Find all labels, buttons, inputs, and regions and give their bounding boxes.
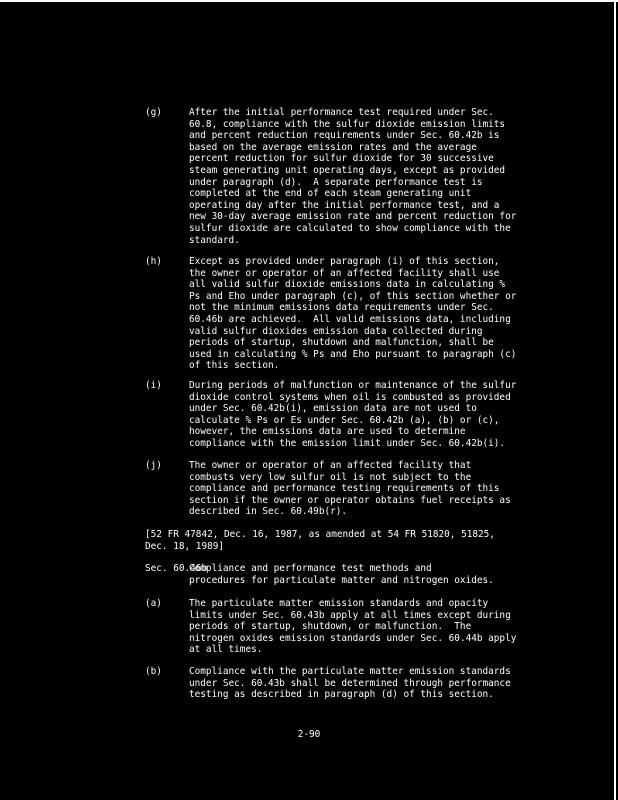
- section-number: Sec. 60.46b: [145, 563, 208, 574]
- subparagraph-b: [145, 666, 565, 701]
- paragraph-text: Compliance with the particulate matter emission standards under Sec. 60.43b shall be determined through performance testing as described in paragraph (d) of this section.: [189, 666, 511, 701]
- paragraph-label: (i): [145, 380, 162, 391]
- paragraph-label: (j): [145, 460, 162, 471]
- scan-edge-top: [0, 0, 618, 2]
- paragraph-text: Except as provided under paragraph (i) of this section, the owner or operator of an affected facility shall use all valid sulfur dioxide emissions data in calculating % Ps and Eho under paragraph (c), of this section whether or not the minimum emissions data requirements under Sec. 60.46b are achieved. All valid emissions data, including valid sulfur dioxides emission data collected during periods of startup, shutdown and malfunction, shall be used in calculating % Ps and Eho pursuant to paragraph (c) of this section.: [189, 256, 517, 372]
- paragraph-j: [145, 460, 565, 518]
- paragraph-label: (h): [145, 256, 162, 267]
- paragraph-text: After the initial performance test required under Sec. 60.8, compliance with the sulfur dioxide emission limits and percent reduction requirements under Sec. 60.42b is based on the average emission rates and the average percent reduction for sulfur dioxide for 30 successive steam generating unit operating days, except as provided under paragraph (d). A separate performance test is completed at the end of each steam generating unit operating day after the initial performance test, and a new 30-day average emission rate and percent reduction for sulfur dioxide are calculated to show compliance with the standard.: [189, 107, 517, 246]
- paragraph-h: [145, 256, 565, 372]
- paragraph-text: During periods of malfunction or maintenance of the sulfur dioxide control systems when oil is combusted as provided under Sec. 60.42b(i), emission data are not used to calculate % Ps or Es under Sec. 60.42b (a), (b) or (c), however, the emissions data are used to determine compliance with the emission limit under Sec. 60.42b(i).: [189, 380, 517, 449]
- paragraph-text: The owner or operator of an affected facility that combusts very low sulfur oil is not subject to the compliance and performance testing requirements of this section if the owner or operator obtains fuel receipts as described in Sec. 60.49b(r).: [189, 460, 511, 518]
- scan-edge-right: [614, 0, 616, 800]
- paragraph-label: (g): [145, 107, 162, 118]
- paragraph-text: The particulate matter emission standards and opacity limits under Sec. 60.43b apply at all times except during periods of startup, shutdown, or malfunction. The nitrogen oxides emission standards under Sec. 60.44b apply at all times.: [189, 598, 517, 656]
- page-number: 2-90: [297, 729, 321, 740]
- paragraph-label: (a): [145, 598, 162, 609]
- paragraph-label: (b): [145, 666, 162, 677]
- citation: [52 FR 47842, Dec. 16, 1987, as amended at 54 FR 51820, 51825, Dec. 18, 1989]: [145, 529, 495, 552]
- subparagraph-a: [145, 598, 565, 656]
- section-heading: [145, 563, 575, 586]
- paragraph-g: [145, 107, 565, 246]
- section-title: Compliance and performance test methods and procedures for particulate matter and nitrogen oxides.: [189, 563, 494, 586]
- paragraph-i: [145, 380, 565, 450]
